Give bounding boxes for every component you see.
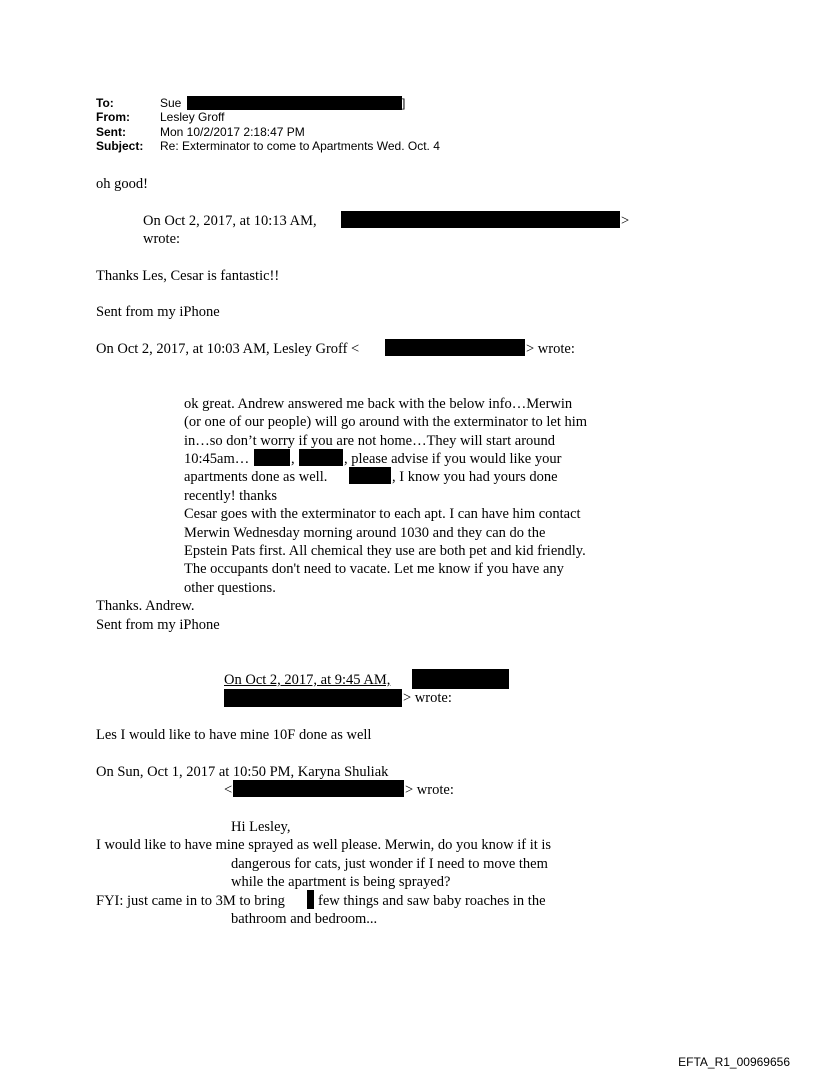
- quote-header: On Oct 2, 2017, at 10:13 AM,: [143, 213, 317, 229]
- redaction-block: [385, 339, 525, 356]
- to-value: Sue: [160, 96, 182, 110]
- body-line: ok great. Andrew answered me back with the below info…Merwin: [184, 396, 573, 412]
- body-line: Cesar goes with the exterminator to each apt. I can have him contact: [184, 506, 581, 522]
- document-id: EFTA_R1_00969656: [678, 1055, 790, 1069]
- body-line: Hi Lesley,: [231, 819, 291, 835]
- quote-header: On Sun, Oct 1, 2017 at 10:50 PM, Karyna Shuliak: [96, 764, 389, 780]
- body-line: few things and saw baby roaches in the: [318, 893, 546, 909]
- quote-header: >: [621, 213, 630, 229]
- to-suffix: ]: [402, 96, 406, 110]
- body-line: , I know you had yours done: [392, 469, 558, 485]
- quote-header: <: [224, 782, 233, 798]
- sent-label: Sent:: [96, 125, 126, 139]
- body-line: while the apartment is being sprayed?: [231, 874, 451, 890]
- body-line: Les I would like to have mine 10F done as well: [96, 727, 372, 743]
- redaction-block: [254, 449, 290, 466]
- sent-value: Mon 10/2/2017 2:18:47 PM: [160, 125, 305, 139]
- quote-header: > wrote:: [526, 341, 575, 357]
- body-line: FYI: just came in to 3M to bring: [96, 893, 285, 909]
- from-value: Lesley Groff: [160, 110, 225, 124]
- body-line: Sent from my iPhone: [96, 304, 220, 320]
- body-line: Sent from my iPhone: [96, 617, 220, 633]
- body-line: I would like to have mine sprayed as well please. Merwin, do you know if it is: [96, 837, 552, 853]
- redaction-block: [341, 211, 620, 228]
- body-line: Thanks Les, Cesar is fantastic!!: [96, 268, 280, 284]
- redaction-block: [187, 96, 402, 110]
- redaction-block: [412, 669, 509, 689]
- body-line: Epstein Pats first. All chemical they use are both pet and kid friendly.: [184, 543, 586, 559]
- body-line: other questions.: [184, 580, 276, 596]
- subject-value: Re: Exterminator to come to Apartments Wed. Oct. 4: [160, 139, 440, 153]
- redaction-block: [307, 890, 314, 909]
- quote-header: > wrote:: [405, 782, 454, 798]
- body-line: Merwin Wednesday morning around 1030 and they can do the: [184, 525, 546, 541]
- quote-header: > wrote:: [403, 690, 452, 706]
- body-line: oh good!: [96, 176, 148, 192]
- body-line: ,: [291, 451, 295, 467]
- body-line: bathroom and bedroom...: [231, 911, 378, 927]
- to-label: To:: [96, 96, 114, 110]
- redaction-block: [349, 467, 391, 484]
- quote-header: On Oct 2, 2017, at 10:03 AM, Lesley Groff <: [96, 341, 360, 357]
- body-line: The occupants don't need to vacate. Let me know if you have any: [184, 561, 564, 577]
- quote-header: wrote:: [143, 231, 181, 247]
- redaction-block: [224, 689, 402, 707]
- body-line: , please advise if you would like your: [344, 451, 562, 467]
- subject-label: Subject:: [96, 139, 144, 153]
- body-line: recently! thanks: [184, 488, 278, 504]
- body-line: apartments done as well.: [184, 469, 328, 485]
- redaction-block: [233, 780, 404, 797]
- body-line: in…so don’t worry if you are not home…They will start around: [184, 433, 556, 449]
- body-line: 10:45am…: [184, 451, 250, 467]
- body-line: (or one of our people) will go around with the exterminator to let him: [184, 414, 588, 430]
- body-line: dangerous for cats, just wonder if I need to move them: [231, 856, 548, 872]
- body-line: Thanks. Andrew.: [96, 598, 195, 614]
- redaction-block: [299, 449, 343, 466]
- quote-header: On Oct 2, 2017, at 9:45 AM,: [224, 672, 391, 688]
- from-label: From:: [96, 110, 130, 124]
